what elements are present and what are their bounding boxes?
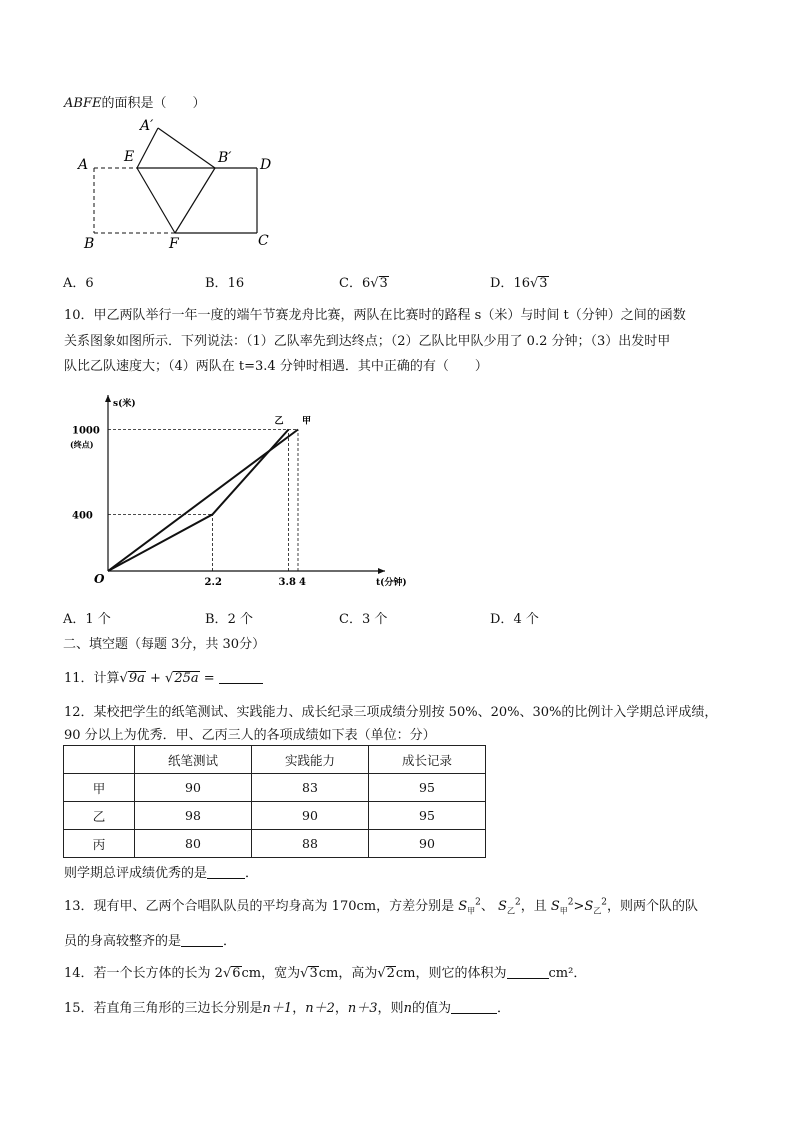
y-end-label: (终点)	[70, 439, 94, 450]
q10-line1: 10．甲乙两队举行一年一度的端午节赛龙舟比赛，两队在比赛时的路程 s（米）与时间 t（分钟）之间的函数	[64, 308, 686, 323]
table-header-cell: 成长记录	[369, 746, 486, 774]
table-cell: 90	[135, 774, 252, 802]
q12-line1: 12．某校把学生的纸笔测试、实践能力、成长纪录三项成绩分别按 50%、20%、30%的比例计入学期总评成绩，	[64, 705, 718, 720]
table-cell: 90	[252, 802, 369, 830]
fig-label-E: E	[124, 149, 135, 165]
q9-option-b[interactable]: B．16	[205, 276, 245, 291]
q10-option-d[interactable]: D．4 个	[490, 612, 539, 627]
q10-line2: 关系图象如图所示．下列说法：（1）乙队率先到达终点；（2）乙队比甲队少用了 0.2 分钟；（3）出发时甲	[64, 334, 671, 349]
q10-option-c[interactable]: C．3 个	[339, 612, 388, 627]
table-row	[64, 802, 486, 830]
fig-label-D: D	[260, 157, 272, 173]
q9-shape: ABFE	[64, 96, 102, 111]
x-tick-label: 3.8	[278, 577, 296, 588]
q12-answer-blank[interactable]	[207, 866, 245, 879]
fig-label-A-prime: A′	[140, 118, 154, 134]
fig-edge-EA'	[137, 128, 158, 168]
q10-option-b[interactable]: B．2 个	[205, 612, 253, 627]
fig-label-C: C	[258, 233, 269, 249]
q10-chart	[60, 390, 407, 595]
table-cell: 98	[135, 802, 252, 830]
fig-label-F: F	[169, 236, 179, 252]
q9-option-d[interactable]: D．16√3	[490, 276, 548, 291]
table-cell: 95	[369, 774, 486, 802]
q9-stem: ABFE的面积是（ ）	[64, 96, 206, 111]
table-cell: 丙	[64, 830, 135, 858]
table-cell: 90	[369, 830, 486, 858]
fig-label-B: B	[84, 236, 95, 252]
series-label: 甲	[302, 416, 312, 427]
q11: 11．计算√9a + √25a =	[64, 667, 263, 686]
table-cell: 95	[369, 802, 486, 830]
q14: 14．若一个长方体的长为 2√6cm，宽为√3cm，高为√2cm，则它的体积为 cm²．	[64, 966, 587, 981]
x-axis-arrow	[378, 568, 385, 574]
q13-answer-blank[interactable]	[181, 934, 223, 947]
x-tick-label: 2.2	[204, 577, 222, 588]
q13-line1: 13．现有甲、乙两个合唱队队员的平均身高为 170cm，方差分别是 $S_甲^2$、 $S_乙^2$，且 $S_甲^2>S_乙^2$，则两个队的队	[64, 897, 699, 916]
q14-answer-blank[interactable]	[507, 966, 549, 979]
table-cell: 甲	[64, 774, 135, 802]
fig-label-A: A	[78, 157, 89, 173]
y-tick-label: 400	[72, 510, 93, 522]
table-header-cell: 实践能力	[252, 746, 369, 774]
table-row	[64, 830, 486, 858]
table-cell: 83	[252, 774, 369, 802]
fig-label-B-prime: B′	[218, 150, 232, 166]
table-cell: 乙	[64, 802, 135, 830]
q15-answer-blank[interactable]	[451, 1001, 497, 1014]
origin-label: O	[94, 572, 105, 586]
x-axis-label: t(分钟)	[376, 578, 407, 588]
table-header-cell	[64, 746, 135, 774]
table-header-row	[64, 746, 486, 774]
table-header-cell: 纸笔测试	[135, 746, 252, 774]
q10-line3: 队比乙队速度大；（4）两队在 t=3.4 分钟时相遇．其中正确的有（ ）	[64, 359, 488, 374]
q12-score-table	[63, 745, 486, 858]
q13-line2: 员的身高较整齐的是 ．	[64, 934, 237, 949]
q9-option-c[interactable]: C．6√3	[339, 276, 388, 291]
fig-edge-B'F	[175, 168, 215, 233]
series-label: 乙	[274, 416, 284, 427]
q11-answer-blank[interactable]	[219, 671, 263, 684]
y-tick-label: 1000	[72, 425, 100, 437]
table-row	[64, 774, 486, 802]
q9-figure	[70, 115, 290, 255]
q12-after: 则学期总评成绩优秀的是 ．	[64, 866, 259, 881]
q9-option-a[interactable]: A．6	[63, 276, 94, 291]
x-tick-label: 4	[299, 577, 306, 588]
section2-heading: 二、填空题（每题 3分，共 30分）	[63, 637, 266, 652]
fig-edge-A'B'	[158, 128, 215, 168]
fig-edge-EF	[137, 168, 175, 233]
y-axis-label: s(米)	[113, 399, 136, 409]
q12-line2: 90 分以上为优秀．甲、乙丙三人的各项成绩如下表（单位：分）	[64, 728, 436, 743]
y-axis-arrow	[105, 395, 111, 402]
q15: 15．若直角三角形的三边长分别是n＋1，n＋2，n＋3，则n的值为 ．	[64, 1001, 510, 1016]
q10-option-a[interactable]: A．1 个	[63, 612, 111, 627]
table-cell: 80	[135, 830, 252, 858]
table-cell: 88	[252, 830, 369, 858]
